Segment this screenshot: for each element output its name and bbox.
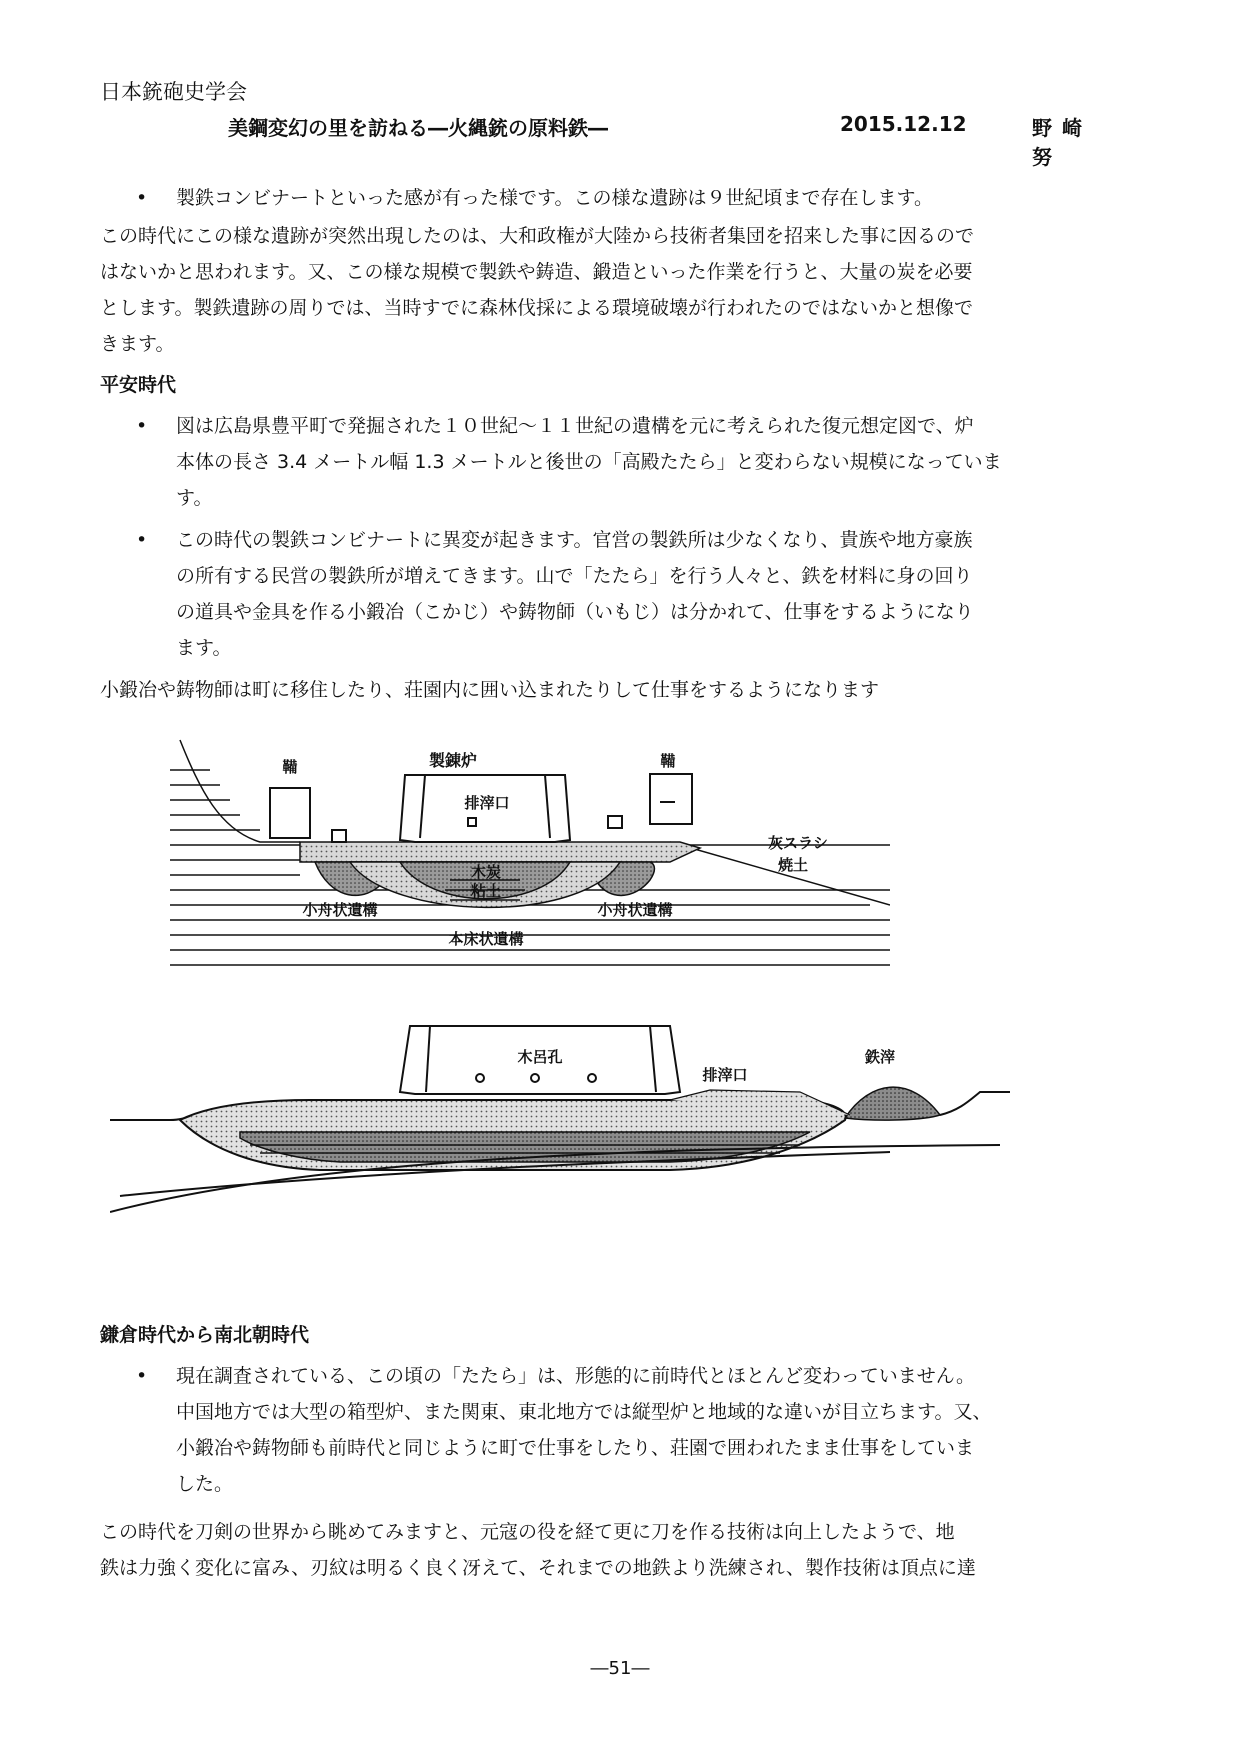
paper-author: 野崎 努: [1032, 116, 1122, 169]
bullet-icon: •: [136, 529, 148, 551]
text-line: とします。製鉄遺跡の周りでは、当時すでに森林伐採による環境破壊が行われたのではないかと想像で: [100, 297, 974, 319]
section-heading: 平安時代: [100, 374, 177, 396]
label-charcoal: 木炭: [470, 863, 502, 881]
label-pit-left: 小舟状遺構: [302, 901, 378, 919]
text-line: 本体の長さ 3.4 メートル幅 1.3 メートルと後世の「高殿たたら」と変わらない規模になっていま: [176, 451, 1002, 473]
label-burnt-soil: 焼土: [778, 856, 809, 874]
text-line: 図は広島県豊平町で発掘された１０世紀～１１世紀の遺構を元に考えられた復元想定図で、炉: [176, 415, 974, 437]
label-base: 本床状遺構: [448, 930, 524, 948]
text-line: 中国地方では大型の箱型炉、また関東、東北地方では縦型炉と地域的な違いが目立ちます。又、: [176, 1401, 992, 1423]
label-ash: 灰スラシ: [768, 834, 829, 852]
paper-date: 2015.12.12: [840, 112, 967, 136]
furnace-cross-section-figure: [170, 730, 890, 980]
label-furnace: 製錬炉: [428, 751, 478, 770]
text-line: この時代を刀剣の世界から眺めてみますと、元寇の役を経て更に刀を作る技術は向上したようで、地: [100, 1521, 955, 1543]
bullet-icon: •: [136, 415, 148, 437]
text-line: 小鍛冶や鋳物師も前時代と同じように町で仕事をしたり、荘園で囲われたまま仕事をしていま: [176, 1437, 975, 1459]
paper-title: 美鋼変幻の里を訪ねる―火縄銃の原料鉄―: [228, 116, 608, 140]
section-heading: 鎌倉時代から南北朝時代: [100, 1324, 310, 1346]
furnace-side-view-figure: [110, 1020, 1010, 1230]
text-line: この時代の製鉄コンビナートに異変が起きます。官営の製鉄所は少なくなり、貴族や地方豪族: [176, 529, 973, 551]
paragraph: [100, 672, 1130, 708]
text-line: 鉄は力強く変化に富み、刃紋は明るく良く冴えて、それまでの地鉄より洗練され、製作技術は頂点に達: [100, 1557, 976, 1579]
text-line: した。: [176, 1473, 234, 1495]
text-line: きます。: [100, 333, 175, 355]
label-slag: 鉄滓: [864, 1048, 896, 1066]
label-clay: 粘土: [470, 882, 502, 900]
label-bellows-right: 鞴: [660, 752, 676, 770]
text-line: す。: [176, 487, 213, 509]
text-line: の道具や金具を作る小鍛冶（こかじ）や鋳物師（いもじ）は分かれて、仕事をするようになり: [176, 601, 974, 623]
label-slag-outlet: 排滓口: [464, 794, 510, 812]
paragraph: [100, 218, 1130, 362]
text-line: はないかと思われます。又、この様な規模で製鉄や鋳造、鍛造といった作業を行うと、大量の炭を必要: [100, 261, 973, 283]
paragraph: [100, 1514, 1130, 1586]
text-line: 製鉄コンビナートといった感が有った様です。この様な遺跡は９世紀頃まで存在します。: [176, 187, 933, 209]
bullet-icon: •: [136, 187, 148, 209]
label-bellows-left: 鞴: [282, 758, 298, 776]
bullet-icon: •: [136, 1365, 148, 1387]
text-line: 現在調査されている、この頃の「たたら」は、形態的に前時代とほとんど変わっていません。: [176, 1365, 975, 1387]
text-line: の所有する民営の製鉄所が増えてきます。山で「たたら」を行う人々と、鉄を材料に身の回り: [176, 565, 973, 587]
label-pit-right: 小舟状遺構: [597, 901, 673, 919]
text-line: この時代にこの様な遺跡が突然出現したのは、大和政権が大陸から技術者集団を招来した事に因るので: [100, 225, 975, 247]
text-line: 小鍛冶や鋳物師は町に移住したり、荘園内に囲い込まれたりして仕事をするようになります: [100, 679, 880, 701]
text-line: ます。: [176, 637, 232, 659]
page-number: ―51―: [590, 1658, 650, 1679]
label-slag-outlet-2: 排滓口: [702, 1066, 748, 1084]
society-name: 日本銃砲史学会: [100, 80, 247, 104]
label-tuyere: 木呂孔: [517, 1048, 563, 1066]
